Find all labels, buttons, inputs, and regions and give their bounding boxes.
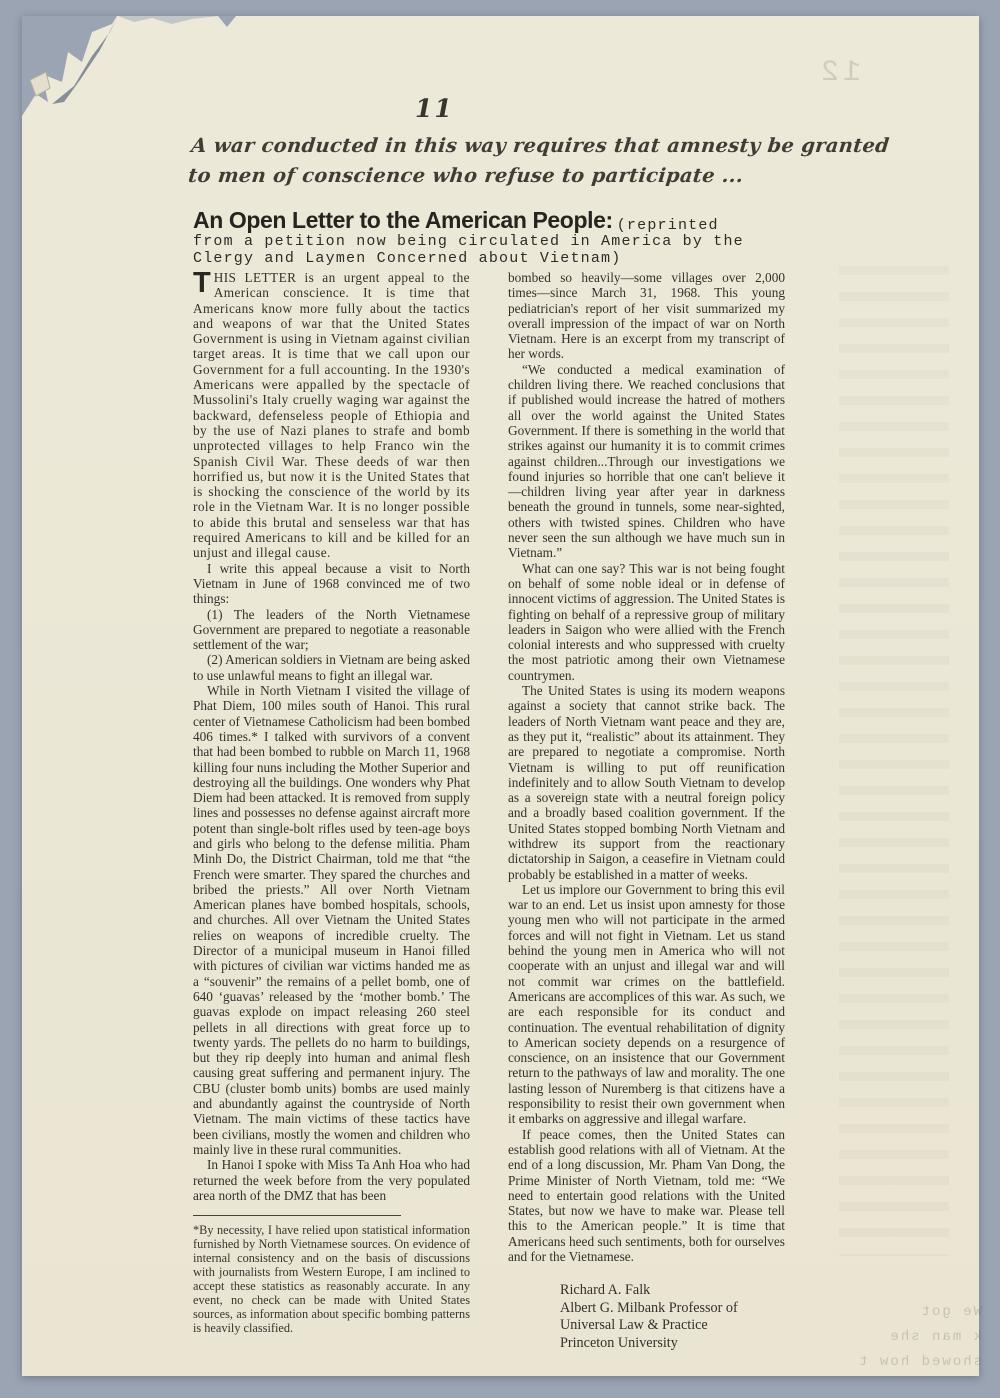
bleed-through-line: showed how t: [857, 1354, 982, 1370]
paragraph: While in North Vietnam I visited the village of Phat Diem, 100 miles south of Hanoi. This rural center of Vietnamese Catholicism had been bombed 406 times.* I talked with survivors of a convent that had been bombed to rubble on March 11, 1968 killing four nuns including the Mother Superior and destroying all the buildings. One wonders why Phat Diem had been attacked. It is removed from supply lines and possesses no defense against aircraft more potent than single-bolt rifles used by teen-age boys and girls who belong to the defense militia. Pham Minh Do, the District Chairman, told me that “the French were smarter. They spared the churches and bribed the priests.” All over North Vietnam American planes have bombed hospitals, schools, and churches. All over Vietnam the United States relies on weapons of incredible cruelty. The Director of a municipal museum in Hanoi filled with pictures of civilian war victims handed me as a “souvenir” the remains of a pellet bomb, one of 640 ‘guavas’ released by the ‘mother bomb.’ The guavas explode on impact releasing 260 steel pellets in all directions with great force up to twenty yards. The pellets do no harm to buildings, but they rip deeply into human and animal flesh causing great suffering and permanent injury. The CBU (cluster bomb units) bombs are used mainly and abundantly against the countryside of North Vietnam. The main victims of these tactics have been civilians, mostly the women and children who mainly live in these rural communities.: [193, 683, 470, 1157]
signature-block: [560, 1282, 785, 1352]
heading-annotation-first: (reprinted: [616, 217, 719, 234]
page-number: 11: [415, 94, 454, 123]
bleed-through-text: [767, 1300, 982, 1375]
paragraph: “We conducted a medical examination of children living there. We reached conclusions that if published would increase the hatred of mothers all over the world against the United States Government. If there is something in the world that strikes against our humanity it is to commit crimes against children...Through our investigations we found injuries so horrible that one can't believe it —children living year after year in darkness beneath the ground in tunnels, some near-sighted, others with twisted spines. Children who have never seen the sun although we have much sun in Vietnam.”: [508, 361, 785, 561]
signature-line: Universal Law & Practice: [560, 1317, 708, 1334]
epigraph-line: A war conducted in this way requires that amnesty be granted: [190, 134, 891, 157]
paragraph: What can one say? This war is not being fought on behalf of some noble ideal or in defense of innocent victims of aggression. The United States is fighting on behalf of a repressive group of military leaders in Saigon who were allied with the French colonial interests and who suppressed with cruelty the most patriotic among their own Vietnamese countrymen.: [508, 560, 785, 683]
signature-line: Albert G. Milbank Professor of: [560, 1299, 738, 1316]
bleed-through-texture: [839, 266, 949, 1256]
right-paragraphs: [508, 362, 785, 1265]
lead-paragraph-right: bombed so heavily—some villages over 2,000 times—since March 31, 1968. This young pediatrician's report of her visit summarized my overall impression of the impact of war on North Vietnam. Here is an excerpt from my transcript of her words.: [508, 270, 785, 362]
footnote-text: *By necessity, I have relied upon statistical information furnished by North Vietnamese sources. On evidence of internal consistency and on the basis of discussions with journalists from Western Europe, I am inclined to accept these statistics as reasonably accurate. In any event, no check can be made with United States sources, as information about specific bombing patterns is heavily classified.: [193, 1223, 470, 1336]
epigraph-line: to men of conscience who refuse to participate ...: [187, 164, 745, 187]
paragraph: (1) The leaders of the North Vietnamese Government are prepared to negotiate a reasonable settlement of the war;: [193, 606, 470, 653]
bleed-through-page-number: 12: [817, 56, 862, 90]
handwritten-epigraph: [187, 131, 891, 191]
column-right: [508, 270, 785, 1352]
bleed-through-line: k man she: [888, 1329, 982, 1345]
bleed-through-line: We got: [919, 1304, 982, 1320]
column-left: [193, 267, 470, 1352]
lead-paragraph-text: HIS LETTER is an urgent appeal to the American conscience. It is time that Americans know more fully about the tactics and weapons of war that the United States Government is using in Vietnam against civilian target areas. It is time that we call upon our Government for a full accounting. In the 1930's Americans were appalled by the spectacle of Mussolini's Italy cruelly waging war against the backward, defenseless people of Ethiopia and by the use of Nazi planes to strafe and bomb unprotected villages to help Franco win the Spanish Civil War. These deeds of war then horrified us, but now it is the United States that is shocking the conscience of the world by its role in the Vietnam War. It is no longer possible to abide this brutal and senseless war that has required Americans to kill and be killed for an unjust and illegal cause.: [193, 270, 470, 561]
drop-cap: T: [193, 267, 211, 299]
paragraph: (2) American soldiers in Vietnam are being asked to use unlawful means to fight an illegal war.: [193, 652, 470, 683]
paragraph: The United States is using its modern weapons against a society that cannot strike back. The leaders of North Vietnam want peace and they are, as they put it, “realistic” about its attainment. They are prepared to negotiate a compromise. North Vietnam is willing to put off reunification indefinitely and to allow South Vietnam to develop as a sovereign state with a neutral foreign policy and a broadly based coalition government. If the United States stopped bombing North Vietnam and withdrew its support from the reactionary dictatorship in Saigon, a ceasefire in Vietnam could probably be established in a matter of weeks.: [508, 683, 785, 882]
paragraph: In Hanoi I spoke with Miss Ta Anh Hoa who had returned the week before from the very populated area north of the DMZ that has been: [193, 1157, 470, 1203]
paragraph: I write this appeal because a visit to North Vietnam in June of 1968 convinced me of two things:: [193, 560, 470, 607]
paragraph: If peace comes, then the United States can establish good relations with all of Vietnam. At the end of a long discussion, Mr. Pham Van Dong, the Prime Minister of North Vietnam, told me: “We need to entertain good relations with the United States, but now we have to make war. Please tell this to the American people.” It is time that Americans heed such sentiments, both for ourselves and for the Vietnamese.: [508, 1126, 785, 1264]
lead-paragraph-left: [193, 267, 470, 561]
paragraph: Let us implore our Government to bring this evil war to an end. Let us insist upon amnesty for those young men who will not participate in the armed forces and will not fight in Vietnam. Let us stand behind the young men in America who will not cooperate with an unjust and illegal war and will not commit war crimes on the battlefield. Americans are accomplices of this war. As such, we are each responsible for its conduct and continuation. The eventual rehabilitation of dignity to American society depends on a resurgence of conscience, on an insistence that our Government return to the pathways of law and morality. The one lasting lesson of Nuremberg is that citizens have a responsibility to resist their own government when it embarks on aggressive and illegal warfare.: [508, 881, 785, 1127]
letter-heading: [193, 207, 785, 267]
heading-title: An Open Letter to the American People:: [193, 207, 613, 233]
heading-annotation-line: Clergy and Laymen Concerned about Vietnam): [193, 249, 622, 267]
heading-annotation: [193, 234, 785, 267]
two-column-body: [193, 267, 785, 1352]
signature-line: Princeton University: [560, 1334, 678, 1351]
footnote-rule: [193, 1215, 401, 1216]
signature-line: Richard A. Falk: [560, 1282, 651, 1299]
heading-annotation-line: from a petition now being circulated in America by the: [193, 233, 744, 250]
left-paragraphs: [193, 561, 470, 1203]
paper-sheet: [22, 16, 982, 1376]
